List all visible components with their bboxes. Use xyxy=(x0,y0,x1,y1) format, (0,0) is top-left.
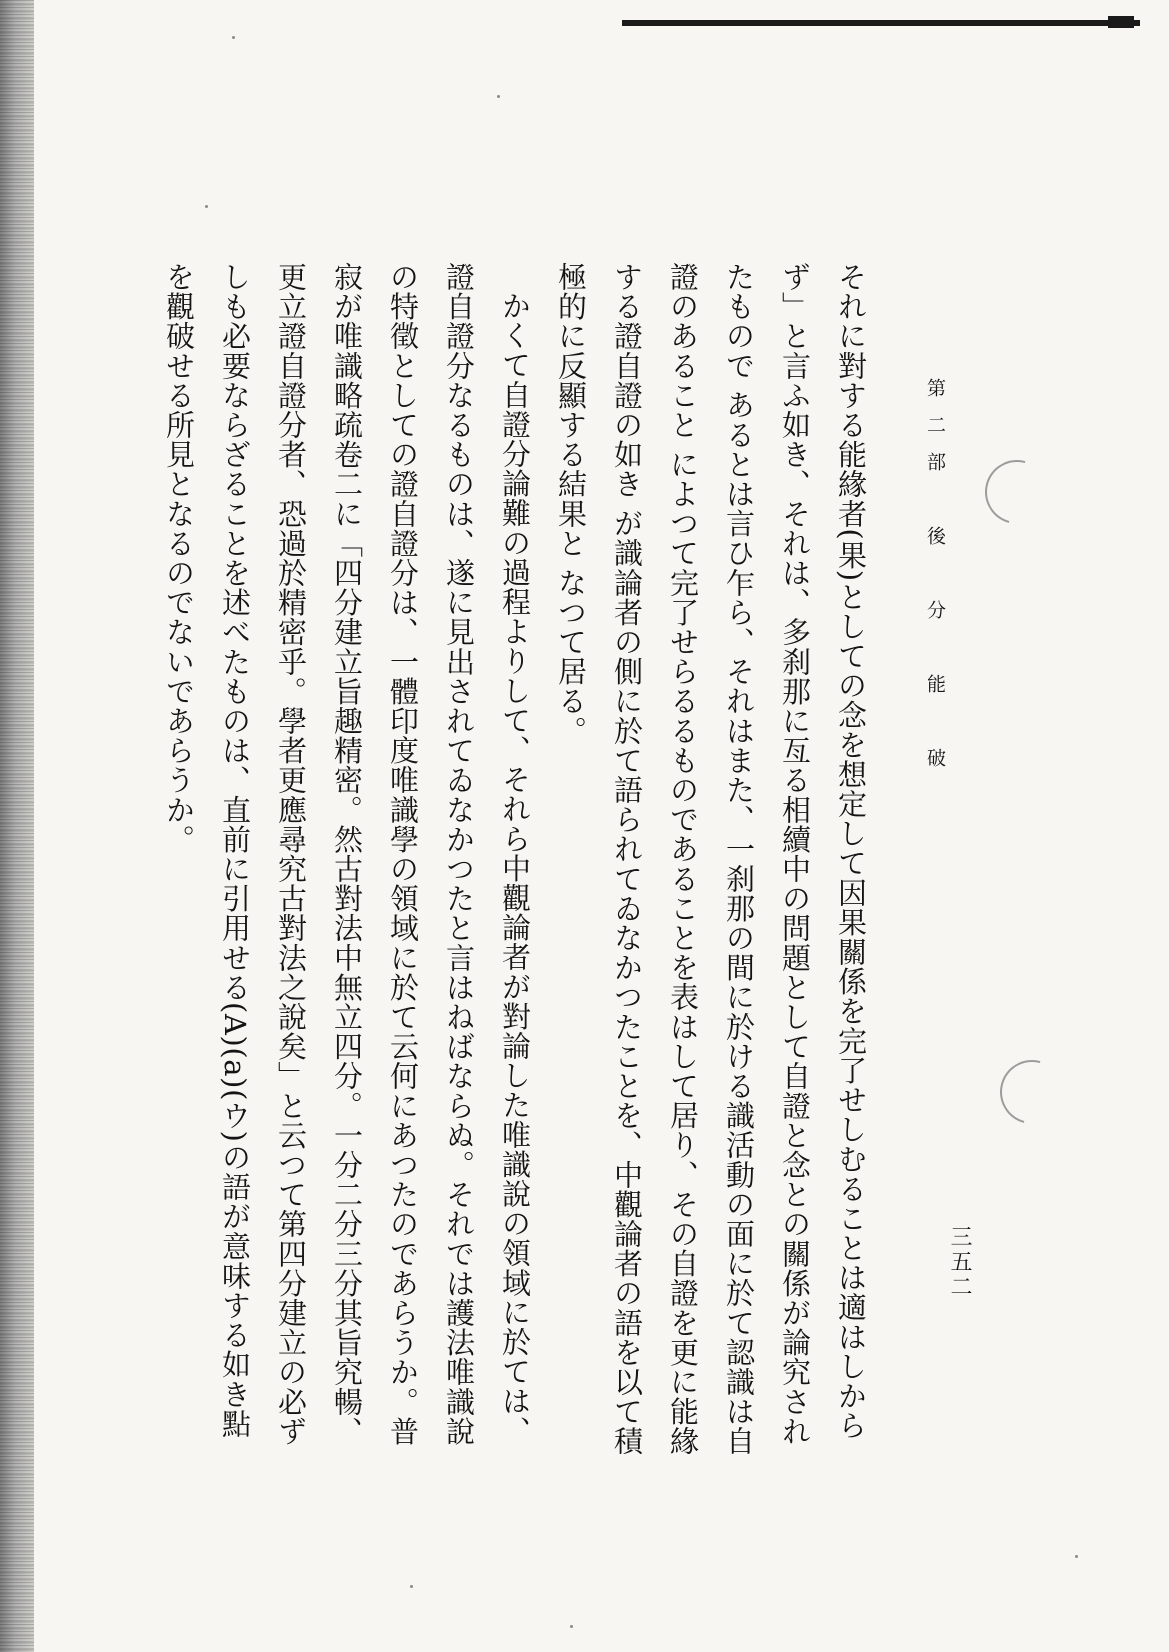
binding-edge xyxy=(0,0,34,1652)
scan-speck xyxy=(570,1625,573,1628)
paragraph-1: それに對する能緣者(果)としての念を想定して因果關係を完了せしむることは適はしからず」と言ふ如き、それは、多刹那に亙る相續中の問題として自證と念との關係が論究されたもので あるとは言ひ乍ら、それはまた、一刹那の間に於ける識活動の面に於て認識は自證のあること によつて完了せらるるものであることを表はして居り、その自證を更に能緣する證自證の如き が識論者の側に於て語られてゐなかつたことを、中觀論者の語を以て積極的に反顯する結果と なつて居る。 xyxy=(554,262,868,1456)
paragraph-2: かくて自證分論難の過程よりして、それら中觀論者が對論した唯識說の領域に於ては、證自證分なるものは、遂に見出されてゐなかつたと言はねばならぬ。それでは護法唯識說の特徵としての證自證分は、一體印度唯識學の領域に於て云何にあつたのであらうか。普寂が唯識略疏卷二に「四分建立旨趣精密。然古對法中無立四分。一分二分三分其旨究暢、更立證自證分者、恐過於精密乎。學者更應尋究古對法之說矣」と云つて第四分建立の必ずしも必要ならざることを述べたものは、直前に引用せる(A)(a)(ウ)の語が意味する如き點を觀破せる所見となるのでないであらうか。 xyxy=(162,262,532,1446)
scan-speck xyxy=(232,36,235,39)
scan-speck xyxy=(1075,1555,1078,1558)
header-rule-tail xyxy=(1108,16,1134,28)
header-rule xyxy=(622,20,1140,26)
scan-speck xyxy=(205,205,208,208)
page-mark xyxy=(973,448,1060,535)
scan-speck xyxy=(410,1585,413,1588)
running-head: 第二部 後 分 能 破 xyxy=(924,378,946,785)
page-mark xyxy=(988,1048,1075,1135)
scan-speck xyxy=(497,95,500,98)
body-text xyxy=(151,262,879,1462)
page-number: 三五二 xyxy=(947,1225,972,1300)
